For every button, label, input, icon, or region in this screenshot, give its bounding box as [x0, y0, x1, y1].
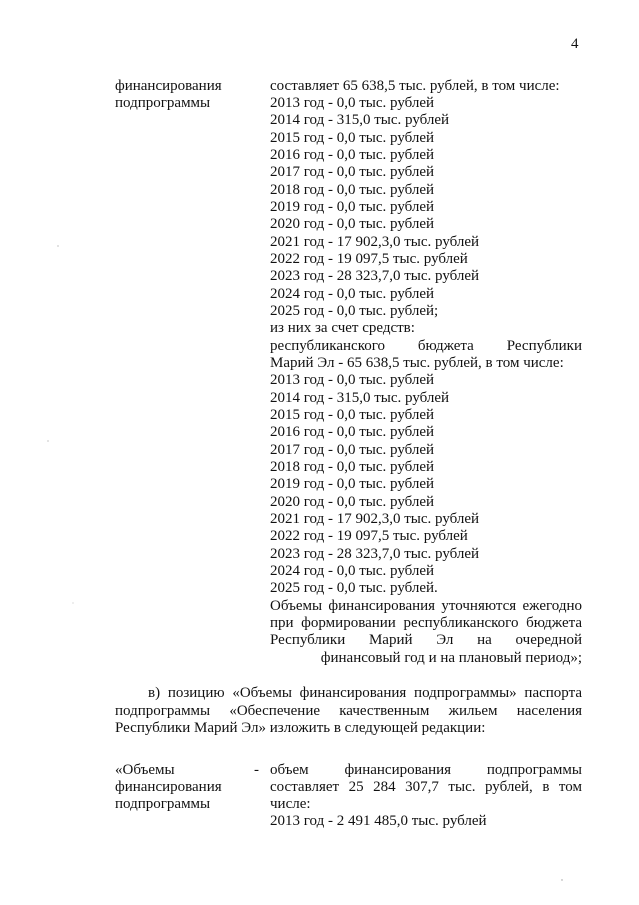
- table1-right-line: составляет 65 638,5 тыс. рублей, в том числе:: [270, 78, 560, 94]
- table1-right-line: Республики Марий Эл на очередной: [270, 632, 582, 648]
- table1-right-line: 2013 год - 0,0 тыс. рублей: [270, 95, 435, 111]
- table1-right-line: 2014 год - 315,0 тыс. рублей: [270, 112, 450, 128]
- table1-right-line: 2021 год - 17 902,3,0 тыс. рублей: [270, 511, 480, 527]
- table1-right-line: Объемы финансирования уточняются ежегодно: [270, 598, 582, 614]
- table1-right-line: 2023 год - 28 323,7,0 тыс. рублей: [270, 268, 480, 284]
- paragraph-v-line: в) позицию «Объемы финансирования подпрограммы» паспорта: [148, 685, 582, 701]
- table1-right-line: 2020 год - 0,0 тыс. рублей: [270, 216, 435, 232]
- table1-right-line: 2022 год - 19 097,5 тыс. рублей: [270, 251, 468, 267]
- table2-left-line: финансирования: [115, 779, 222, 795]
- table1-right-line: 2018 год - 0,0 тыс. рублей: [270, 459, 435, 475]
- table1-right-line: 2015 год - 0,0 тыс. рублей: [270, 407, 435, 423]
- table1-right-line: 2014 год - 315,0 тыс. рублей: [270, 390, 450, 406]
- table1-right-line: из них за счет средств:: [270, 320, 415, 336]
- table1-right-line: 2025 год - 0,0 тыс. рублей;: [270, 303, 439, 319]
- table1-right-line: 2025 год - 0,0 тыс. рублей.: [270, 580, 438, 596]
- table1-right-line: 2016 год - 0,0 тыс. рублей: [270, 147, 435, 163]
- paragraph-v-line: Республики Марий Эл» изложить в следующей редакции:: [115, 720, 486, 736]
- table1-right-line: 2020 год - 0,0 тыс. рублей: [270, 494, 435, 510]
- page-number: 4: [571, 36, 579, 52]
- table1-right-line: 2023 год - 28 323,7,0 тыс. рублей: [270, 546, 480, 562]
- paragraph-v-line: подпрограммы «Обеспечение качественным жильем населения: [115, 703, 582, 719]
- table2-dash: -: [254, 762, 259, 778]
- table1-right-line: при формировании республиканского бюджета: [270, 615, 582, 631]
- table1-right-line: 2019 год - 0,0 тыс. рублей: [270, 199, 435, 215]
- table1-right-line: 2019 год - 0,0 тыс. рублей: [270, 476, 435, 492]
- table1-right-line: 2018 год - 0,0 тыс. рублей: [270, 182, 435, 198]
- table1-right-line: 2013 год - 0,0 тыс. рублей: [270, 372, 435, 388]
- table2-left-line: подпрограммы: [115, 796, 211, 812]
- table1-right-line: республиканского бюджета Республики: [270, 338, 582, 354]
- table2-right-line: составляет 25 284 307,7 тыс. рублей, в том: [270, 779, 582, 795]
- table1-left-line: финансирования: [115, 78, 222, 94]
- table2-right-line: числе:: [270, 796, 311, 812]
- table2-right-line: 2013 год - 2 491 485,0 тыс. рублей: [270, 813, 487, 829]
- table1-right-line: 2024 год - 0,0 тыс. рублей: [270, 563, 435, 579]
- table2-left-line: «Объемы: [115, 762, 175, 778]
- table2-right-line: объем финансирования подпрограммы: [270, 762, 582, 778]
- table1-right-line: 2021 год - 17 902,3,0 тыс. рублей: [270, 234, 480, 250]
- table1-right-line: 2017 год - 0,0 тыс. рублей: [270, 164, 435, 180]
- table1-right-line: 2022 год - 19 097,5 тыс. рублей: [270, 528, 468, 544]
- table1-right-line: 2017 год - 0,0 тыс. рублей: [270, 442, 435, 458]
- table1-right-line: финансовый год и на плановый период»;: [320, 650, 582, 666]
- table1-right-line: Марий Эл - 65 638,5 тыс. рублей, в том числе:: [270, 355, 564, 371]
- table1-left-line: подпрограммы: [115, 95, 211, 111]
- table1-right-line: 2024 год - 0,0 тыс. рублей: [270, 286, 435, 302]
- table1-right-line: 2016 год - 0,0 тыс. рублей: [270, 424, 435, 440]
- table1-right-line: 2015 год - 0,0 тыс. рублей: [270, 130, 435, 146]
